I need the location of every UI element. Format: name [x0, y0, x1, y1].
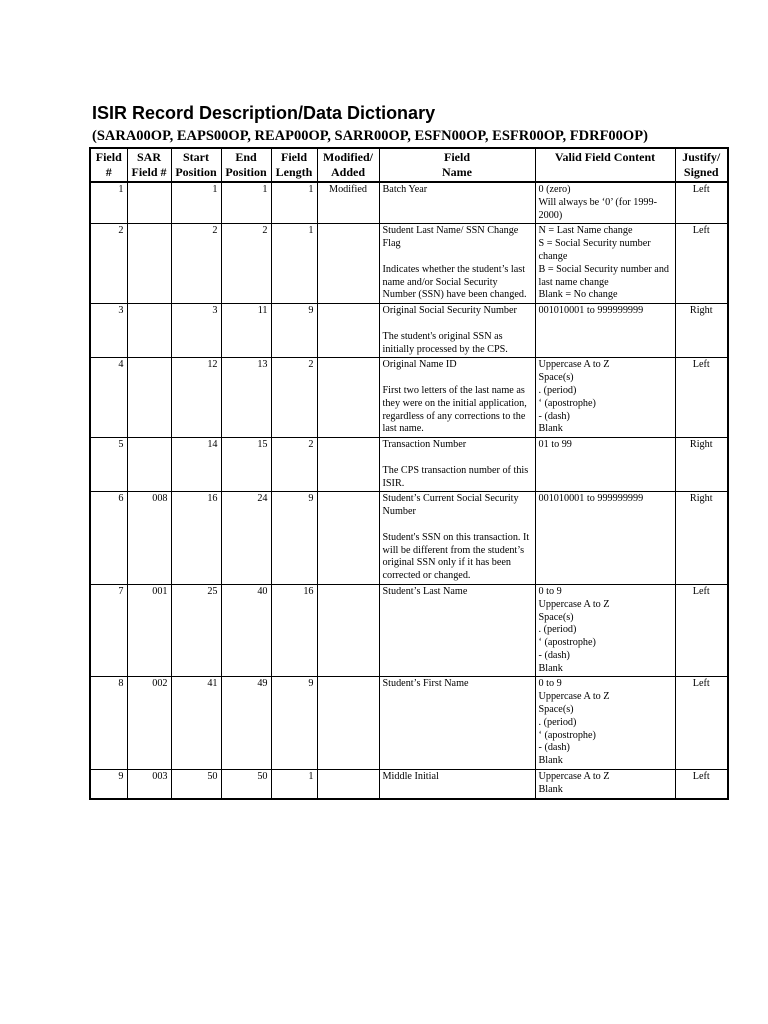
header-justify-signed: Justify/ Signed	[675, 148, 728, 182]
cell-field-length: 1	[271, 182, 317, 224]
cell-field-number: 5	[90, 438, 127, 492]
content-line: Uppercase A to Z	[538, 598, 610, 610]
content-line: Space(s)	[538, 611, 574, 623]
field-description: First two letters of the last name as they were on the initial application, regardless of any corrections to the last name.	[382, 384, 527, 435]
cell-start-position: 25	[171, 584, 221, 677]
cell-field-name	[379, 770, 535, 799]
cell-field-length: 9	[271, 677, 317, 770]
cell-valid-content	[535, 677, 675, 770]
content-line: 0 to 9	[538, 585, 562, 597]
cell-field-name	[379, 584, 535, 677]
cell-modified	[317, 584, 379, 677]
cell-justify: Right	[675, 304, 728, 358]
cell-start-position: 50	[171, 770, 221, 799]
cell-sar-field: 001	[127, 584, 171, 677]
cell-end-position: 11	[221, 304, 271, 358]
cell-field-length: 2	[271, 358, 317, 438]
content-line: Uppercase A to Z	[538, 691, 610, 703]
field-description: The CPS transaction number of this ISIR.	[382, 464, 529, 489]
field-name-line: Batch Year	[382, 184, 428, 195]
cell-field-length: 2	[271, 438, 317, 492]
cell-start-position: 16	[171, 492, 221, 585]
cell-sar-field	[127, 304, 171, 358]
cell-field-number: 8	[90, 677, 127, 770]
cell-start-position: 41	[171, 677, 221, 770]
spacer	[383, 452, 532, 465]
cell-modified	[317, 770, 379, 799]
cell-sar-field: 008	[127, 492, 171, 585]
cell-valid-content	[535, 358, 675, 438]
field-name-line: Original Social Security Number	[382, 305, 517, 317]
cell-modified	[317, 358, 379, 438]
table-row	[90, 677, 728, 770]
cell-start-position: 12	[171, 358, 221, 438]
content-line: Blank	[538, 662, 563, 674]
table-row	[90, 358, 728, 438]
table-row	[90, 584, 728, 677]
cell-valid-content	[535, 224, 675, 304]
spacer	[383, 519, 532, 532]
cell-field-length: 1	[271, 770, 317, 799]
cell-justify: Right	[675, 492, 728, 585]
content-line: Blank	[538, 755, 563, 767]
table-header-row	[90, 148, 728, 182]
cell-sar-field	[127, 224, 171, 304]
table-row	[90, 438, 728, 492]
header-field-length: Field Length	[271, 148, 317, 182]
spacer	[383, 251, 532, 264]
header-end-position: End Position	[221, 148, 271, 182]
content-line: Will always be ‘0’ (for 1999-2000)	[538, 196, 657, 221]
cell-modified	[317, 438, 379, 492]
cell-field-name	[379, 304, 535, 358]
header-field-name: Field Name	[379, 148, 535, 182]
field-name-line: Student’s First Name	[382, 678, 469, 690]
content-line: 01 to 99	[538, 439, 572, 451]
header-valid-field-content: Valid Field Content	[535, 148, 675, 182]
cell-field-length: 1	[271, 224, 317, 304]
content-line: Blank = No change	[538, 289, 618, 301]
content-line: . (period)	[538, 624, 577, 636]
cell-end-position: 15	[221, 438, 271, 492]
content-line: ‘ (apostrophe)	[538, 397, 596, 409]
cell-modified	[317, 492, 379, 585]
content-line: N = Last Name change	[538, 225, 633, 237]
field-name-line: Original Name ID	[382, 359, 457, 371]
content-line: Blank	[538, 783, 563, 795]
cell-end-position: 24	[221, 492, 271, 585]
cell-field-name	[379, 224, 535, 304]
content-line: 0 to 9	[538, 678, 562, 690]
cell-start-position: 3	[171, 304, 221, 358]
cell-modified	[317, 224, 379, 304]
content-line: - (dash)	[538, 410, 570, 422]
header-sar-field: SAR Field #	[127, 148, 171, 182]
cell-modified	[317, 677, 379, 770]
cell-field-length: 16	[271, 584, 317, 677]
cell-field-length: 9	[271, 492, 317, 585]
content-line: Space(s)	[538, 372, 574, 384]
field-description: The student's original SSN as initially processed by the CPS.	[382, 330, 508, 355]
cell-field-name	[379, 492, 535, 585]
content-line: . (period)	[538, 384, 577, 396]
cell-justify: Left	[675, 224, 728, 304]
field-name-line: Transaction Number	[382, 439, 467, 451]
cell-start-position: 2	[171, 224, 221, 304]
field-name-line: Student Last Name/ SSN Change Flag	[382, 225, 519, 250]
cell-end-position: 40	[221, 584, 271, 677]
cell-justify: Left	[675, 770, 728, 799]
table-row	[90, 182, 728, 224]
content-line: . (period)	[538, 716, 577, 728]
cell-justify: Right	[675, 438, 728, 492]
cell-modified: Modified	[317, 182, 379, 224]
cell-justify: Left	[675, 677, 728, 770]
cell-sar-field	[127, 438, 171, 492]
cell-end-position: 50	[221, 770, 271, 799]
content-line: S = Social Security number change	[538, 238, 651, 262]
cell-valid-content	[535, 182, 675, 224]
content-line: Uppercase A to Z	[538, 771, 610, 783]
cell-field-number: 9	[90, 770, 127, 799]
cell-field-number: 7	[90, 584, 127, 677]
content-line: ‘ (apostrophe)	[538, 729, 596, 741]
cell-end-position: 1	[221, 182, 271, 224]
header-start-position: Start Position	[171, 148, 221, 182]
content-line: ‘ (apostrophe)	[538, 637, 596, 649]
data-dictionary-table	[89, 147, 729, 800]
cell-start-position: 1	[171, 182, 221, 224]
cell-field-name	[379, 677, 535, 770]
document-subtitle: (SARA00OP, EAPS00OP, REAP00OP, SARR00OP, ESFN00OP, ESFR00OP, FDRF00OP)	[92, 128, 648, 144]
cell-valid-content	[535, 584, 675, 677]
cell-field-number: 1	[90, 182, 127, 224]
cell-end-position: 49	[221, 677, 271, 770]
spacer	[383, 372, 532, 385]
cell-justify: Left	[675, 182, 728, 224]
cell-field-name	[379, 182, 535, 224]
field-description: Student's SSN on this transaction. It will be different from the student’s original SSN only if it has been corrected or changed.	[382, 531, 530, 582]
table-row	[90, 492, 728, 585]
cell-start-position: 14	[171, 438, 221, 492]
cell-justify: Left	[675, 584, 728, 677]
document-title: ISIR Record Description/Data Dictionary	[92, 103, 436, 123]
cell-field-number: 3	[90, 304, 127, 358]
cell-sar-field	[127, 358, 171, 438]
header-field-number: Field #	[90, 148, 127, 182]
field-name-line: Middle Initial	[382, 771, 439, 783]
cell-valid-content	[535, 304, 675, 358]
cell-end-position: 2	[221, 224, 271, 304]
cell-field-length: 9	[271, 304, 317, 358]
cell-end-position: 13	[221, 358, 271, 438]
cell-sar-field: 003	[127, 770, 171, 799]
cell-field-number: 6	[90, 492, 127, 585]
content-line: 001010001 to 999999999	[538, 493, 644, 505]
table-row	[90, 224, 728, 304]
cell-modified	[317, 304, 379, 358]
field-name-line: Student’s Last Name	[382, 585, 468, 597]
cell-sar-field: 002	[127, 677, 171, 770]
cell-field-name	[379, 358, 535, 438]
content-line: Blank	[538, 423, 563, 435]
content-line: - (dash)	[538, 649, 570, 661]
spacer	[383, 318, 532, 331]
content-line: 0 (zero)	[538, 184, 571, 195]
cell-valid-content	[535, 492, 675, 585]
cell-valid-content	[535, 438, 675, 492]
field-name-line: Student’s Current Social Security Number	[382, 493, 519, 518]
cell-sar-field	[127, 182, 171, 224]
field-description: Indicates whether the student’s last name and/or Social Security Number (SSN) have been changed.	[382, 263, 527, 301]
content-line: - (dash)	[538, 742, 570, 754]
content-line: Uppercase A to Z	[538, 359, 610, 371]
table-row	[90, 304, 728, 358]
table-row	[90, 770, 728, 799]
cell-field-number: 2	[90, 224, 127, 304]
cell-valid-content	[535, 770, 675, 799]
content-line: Space(s)	[538, 704, 574, 716]
cell-field-number: 4	[90, 358, 127, 438]
cell-justify: Left	[675, 358, 728, 438]
header-modified-added: Modified/ Added	[317, 148, 379, 182]
content-line: 001010001 to 999999999	[538, 305, 644, 317]
cell-field-name	[379, 438, 535, 492]
content-line: B = Social Security number and last name change	[538, 263, 670, 288]
